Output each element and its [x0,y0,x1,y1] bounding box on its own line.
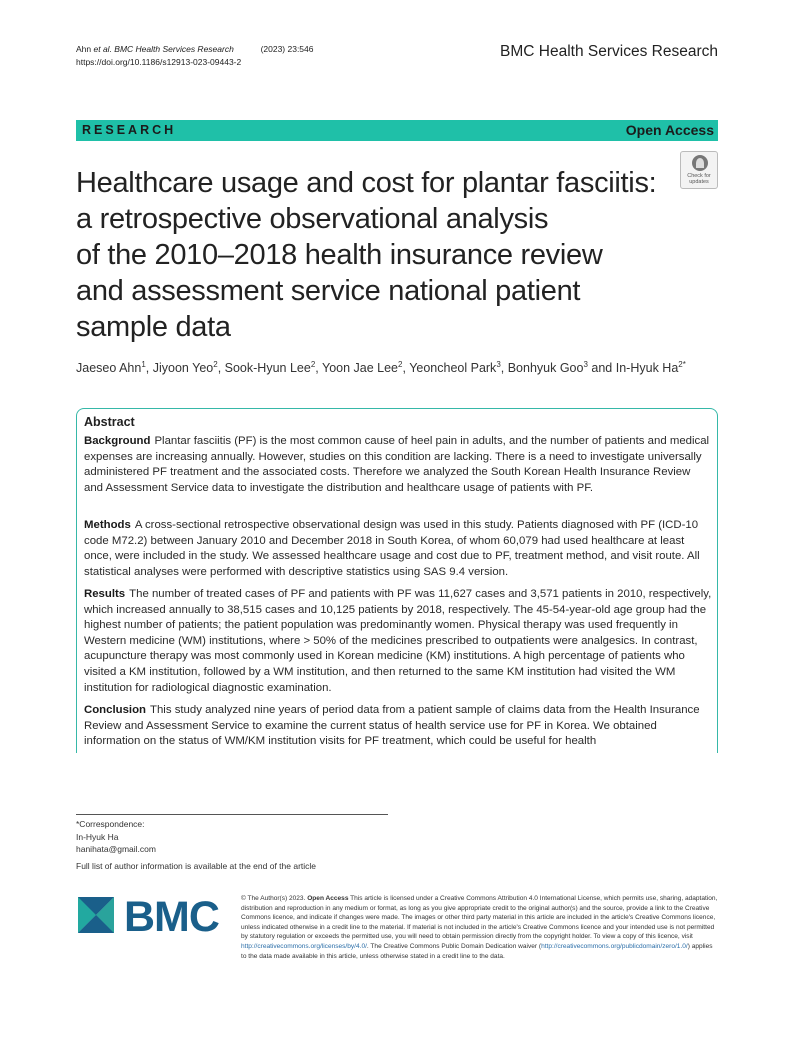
author[interactable]: Jiyoon Yeo$^2$ [152,360,218,376]
author[interactable]: Sook-Hyun Lee$^2$ [224,360,316,376]
footnote-divider [76,814,388,815]
cite-journal: et al. BMC Health Services Research [93,44,234,54]
author-list: Jaeseo Ahn$^1$, Jiyoon Yeo$^2$, Sook-Hyun Lee$^2$, Yoon Jae Lee$^2$, Yeoncheol Park$^3$, Bonhyuk Goo$^3$ and In-Hyuk $Ha^{2*}$ [76,360,686,376]
author[interactable]: Yoon Jae Lee$^2$ [322,360,403,376]
abstract-methods [84,518,712,580]
article-type: RESEARCH [82,123,177,137]
author[interactable]: Bonhyuk Goo$^3$ [507,360,588,376]
correspondence [76,818,156,856]
methods-label: Methods [84,519,131,531]
check-updates-icon [692,155,708,171]
author[interactable]: Yeoncheol Park$^3$ [409,360,501,376]
license-body-3: ) applies to the data made available in this article, unless otherwise stated in a credit line to the data. [241,942,713,960]
research-bar [76,120,718,141]
abstract-results [84,587,712,696]
check-for-updates-button[interactable] [680,151,718,189]
cc-by-link[interactable]: http://creativecommons.org/licenses/by/4.0/ [241,942,367,950]
license-body-1: This article is licensed under a Creative Commons Attribution 4.0 International License, which permits use, sharing, adaptation, distribution and reproduction in any medium or format, as long as you give appropriate credit to the original author(s) and the source, provide a link to the Creative Commons licence, and indicate if changes were made. The images or other third party material in this article are included in the article's Creative Commons licence, unless indicated otherwise in a credit line to the material. If material is not included in the article's Creative Commons licence and your intended use is not permitted by statutory regulation or exceeds the permitted use, you will need to obtain permission directly from the copyright holder. To view a copy of this licence, visit [241,895,718,941]
conclusion-label: Conclusion [84,704,147,716]
correspondence-label: *Correspondence: [76,819,145,829]
abstract-conclusion [84,703,712,750]
conclusion-text: This study analyzed nine years of period data from a patient sample of claims data from the Health Insurance Review and Assessment Service to examine the current status of health service use for PF in Korea. We obtained information on the status of WM/KM institution visits for PF treatment, which could be useful for health [84,704,700,748]
background-label: Background [84,435,151,447]
correspondence-name: In-Hyuk Ha [76,831,119,842]
author-info-note: Full list of author information is available at the end of the article [76,861,317,871]
author[interactable]: In-Hyuk $Ha^{2*}$ [615,360,686,376]
title-line: and assessment service national patient [76,275,581,307]
results-text: The number of treated cases of PF and patients with PF was 11,627 cases and 3,571 patients in 2010, respectively, which increased annually to 38,515 cases and 10,125 patients by 2018, respectively. The 45-54-year-old age group had the highest number of patients; the patient population was predominantly women. Physical therapy was used frequently in Western medicine (WM) institutions, where > 50% of the medicines prescribed to outpatients were analgesics. In contrast, acupuncture therapy was most commonly used in Korean medicine (KM) institutions. A high percentage of patients who visited a KM institution, followed by a WM institution, and then returned to the same KM institution had visited the WM institution for radiological diagnostic examination. [84,588,712,694]
title-line: Healthcare usage and cost for plantar fasciitis: [76,167,657,199]
results-label: Results [84,588,126,600]
bmc-logo-text: BMC [124,893,219,941]
background-text: Plantar fasciitis (PF) is the most common cause of heel pain in adults, and the number of patients and medical expenses are increasing annually. However, studies on this condition are lacking. There is a need to investigate universally administered PF treatment and the associated costs. Therefore we analyzed the South Korean Health Insurance Review and Assessment Service data to investigate the distribution and healthcare usage of patients with PF. [84,435,710,494]
bmc-logo-icon [78,897,114,933]
cc-zero-link[interactable]: http://creativecommons.org/publicdomain/zero/1.0/ [541,942,688,950]
article-title [76,165,676,345]
abstract-background [84,434,712,496]
cite-year: (2023) 23:546 [260,44,314,54]
check-updates-line2: updates [689,179,709,185]
journal-name: BMC Health Services Research [500,43,718,60]
title-line: a retrospective observational analysis [76,203,549,235]
authors-and: and [591,361,613,376]
correspondence-email[interactable]: hanihata@gmail.com [76,844,156,854]
abstract-heading: Abstract [84,415,135,429]
copyright: © The Author(s) 2023. [241,895,306,902]
check-updates-line1: Check for [687,173,711,179]
open-access-label: Open Access [625,122,714,138]
cite-authors: Ahn [76,44,92,54]
title-line: sample data [76,311,231,343]
title-line: of the 2010–2018 health insurance review [76,239,603,271]
license-open-access: Open Access [307,895,349,902]
license-text [241,894,719,961]
methods-text: A cross-sectional retrospective observational design was used in this study. Patients diagnosed with PF (ICD-10 code M72.2) between January 2010 and December 2018 in South Korea, of whom 60,079 had used healthcare at least once, were included in the study. We assessed healthcare usage and cost due to PF, treatment method, and visit route. All statistical analyses were performed with descriptive statistics using SAS 9.4 version. [84,519,700,578]
doi-link[interactable]: https://doi.org/10.1186/s12913-023-09443-2 [76,57,242,67]
author[interactable]: Jaeseo Ahn$^1$ [76,360,146,376]
citation-header [76,43,314,69]
license-body-2: . The Creative Commons Public Domain Dedication waiver ( [366,942,542,950]
